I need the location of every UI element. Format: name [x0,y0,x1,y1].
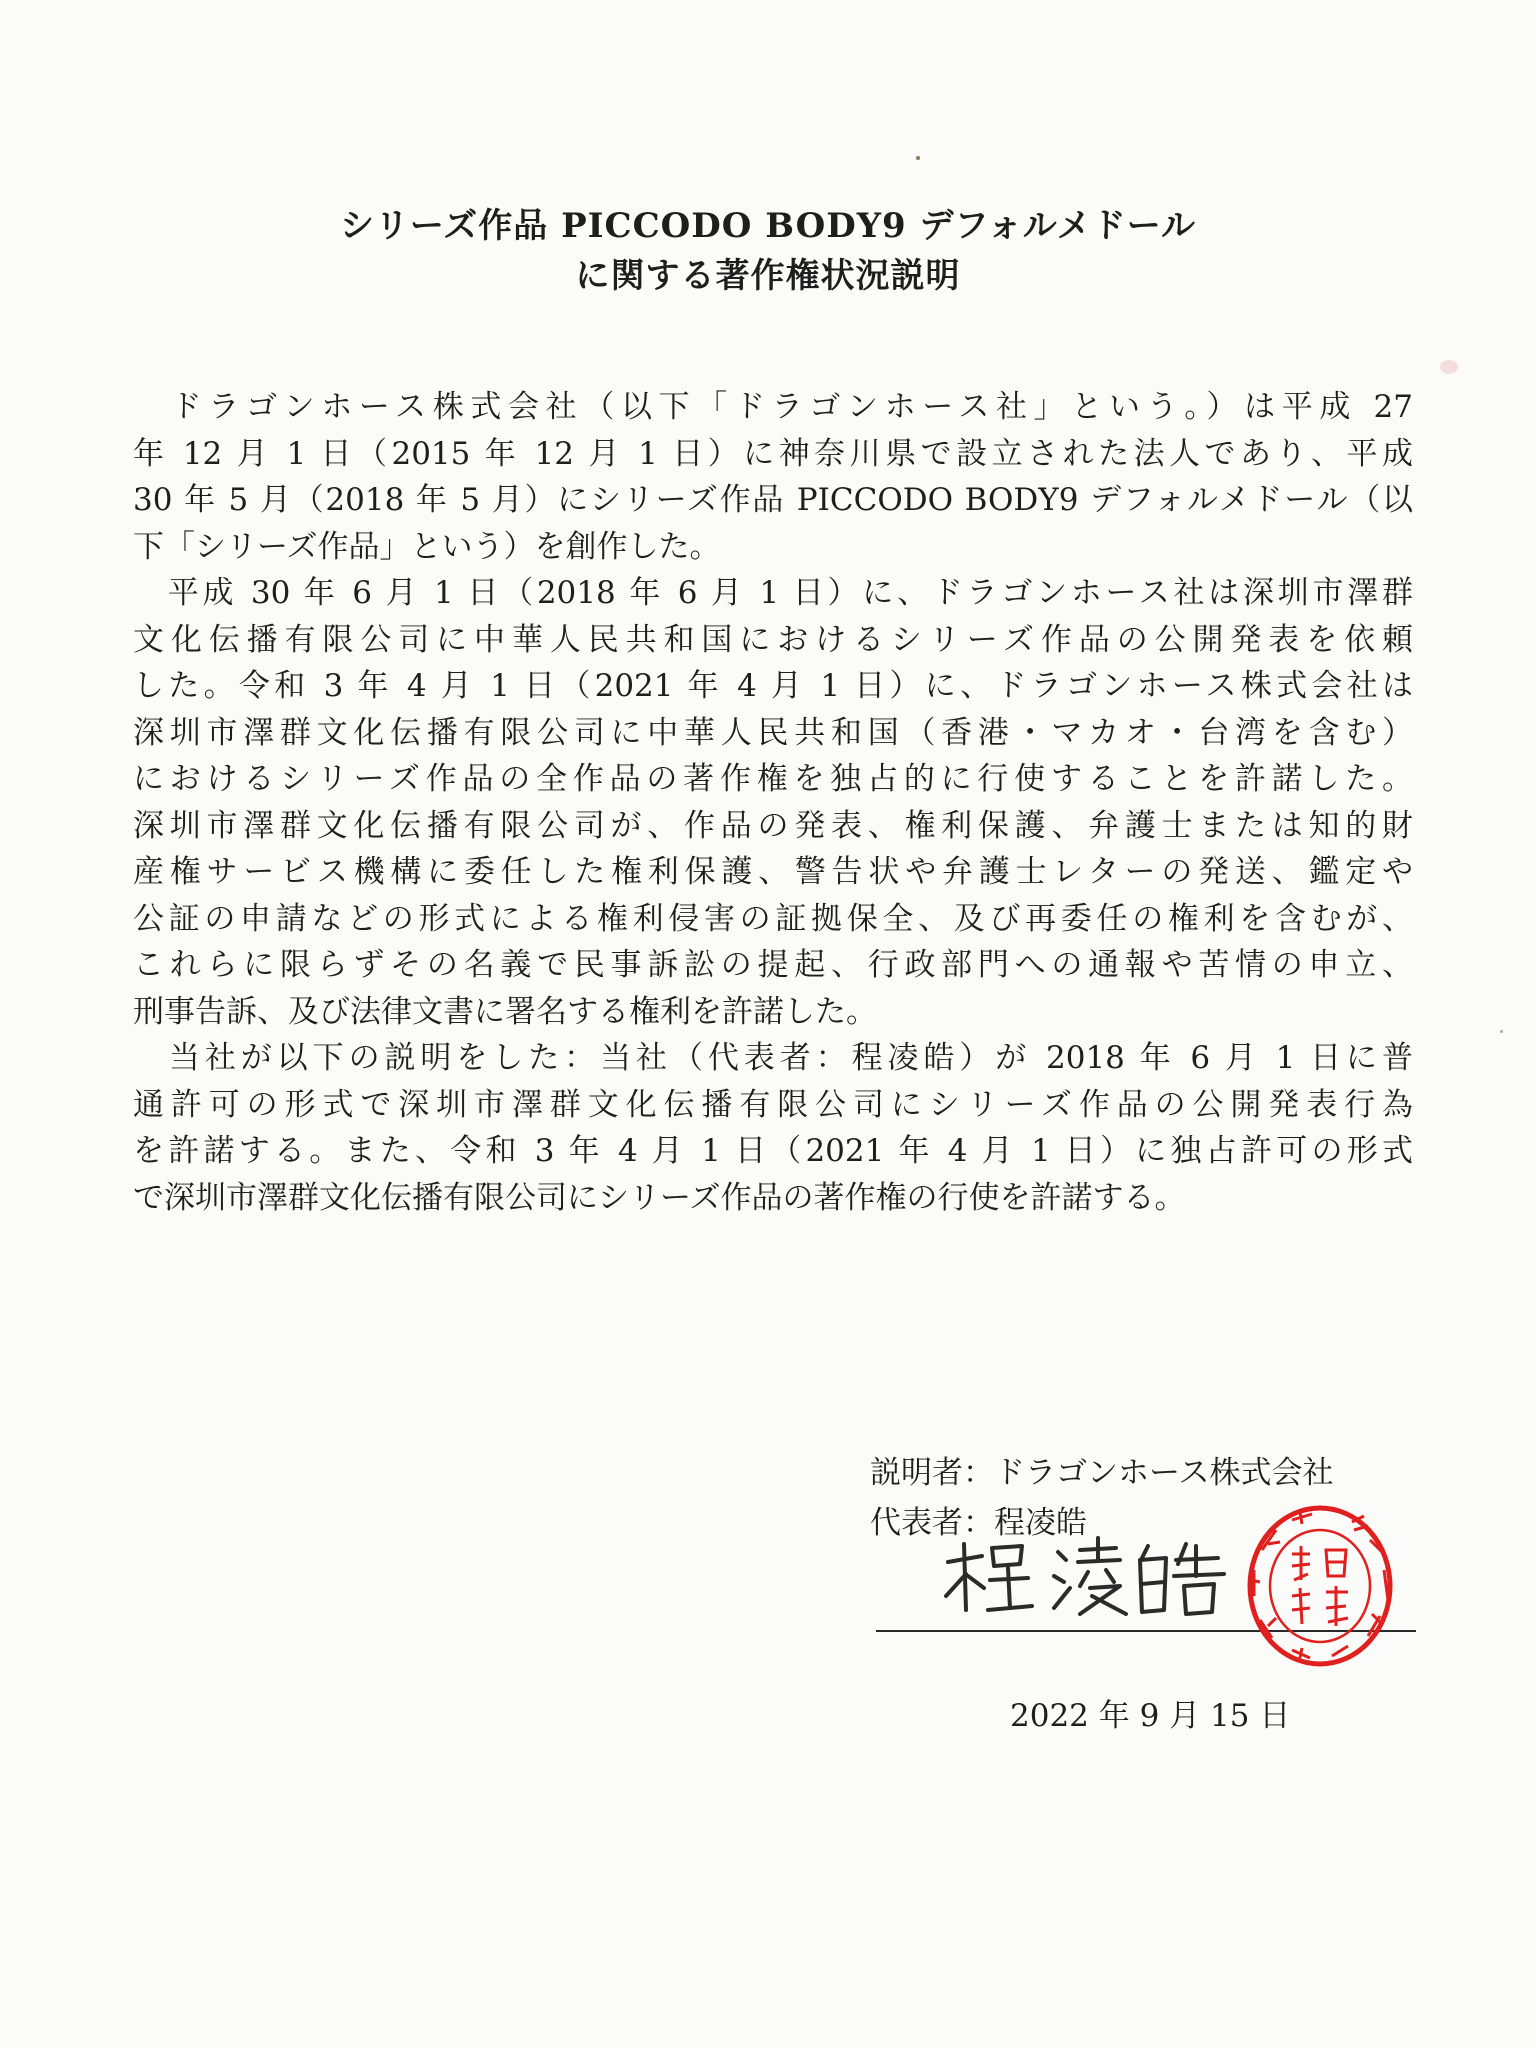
body-line: 平成 30 年 6 月 1 日（2018 年 6 月 1 日）に、ドラゴンホース社は深圳市澤群 [133,575,1413,611]
body-line: 下「シリーズ作品」という）を創作した。 [133,528,721,565]
body-line: 深圳市澤群文化伝播有限公司が、作品の発表、権利保護、弁護士または知的財 [133,807,1413,844]
body-line: 30 年 5 月（2018 年 5 月）にシリーズ作品 PICCODO BODY9 デフォルメドール（以 [133,482,1413,518]
representative-line: 代表者：程凌皓 [870,1505,1087,1541]
body-line: 深圳市澤群文化伝播有限公司に中華人民共和国（香港・マカオ・台湾を含む） [133,714,1413,751]
body-line: 公証の申請などの形式による権利侵害の証拠保全、及び再委任の権利を含むが、 [133,900,1413,937]
document-title-line-1: シリーズ作品 PICCODO BODY9 デフォルメドール [339,206,1197,246]
paper-speck [1500,1030,1503,1033]
body-line: これらに限らずその名義で民事訴訟の提起、行政部門への通報や苦情の申立、 [133,947,1413,983]
body-line: 通許可の形式で深圳市澤群文化伝播有限公司にシリーズ作品の公開発表行為 [133,1086,1413,1123]
body-line: 文化伝播有限公司に中華人民共和国におけるシリーズ作品の公開発表を依頼 [133,621,1413,658]
body-line: ドラゴンホース株式会社（以下「ドラゴンホース社」という。）は平成 27 [133,389,1413,425]
document-date: 2022 年 9 月 15 日 [1010,1698,1291,1734]
body-line: 産権サービス機構に委任した権利保護、警告状や弁護士レターの発送、鑑定や [133,854,1413,890]
paper-speck [1440,360,1458,374]
document-body [133,384,1413,1221]
body-line: 刑事告訴、及び法律文書に署名する権利を許諾した。 [133,993,877,1030]
body-line: で深圳市澤群文化伝播有限公司にシリーズ作品の著作権の行使を許諾する。 [133,1179,1186,1216]
company-seal [1240,1500,1400,1670]
document-title-line-2: に関する著作権状況説明 [575,256,961,296]
body-line: を許諾する。また、令和 3 年 4 月 1 日（2021 年 4 月 1 日）に独占許可の形式 [133,1133,1413,1169]
body-line: した。令和 3 年 4 月 1 日（2021 年 4 月 1 日）に、ドラゴンホース株式会社は [133,668,1413,704]
declarant-line: 説明者：ドラゴンホース株式会社 [870,1455,1334,1491]
body-line: 年 12 月 1 日（2015 年 12 月 1 日）に神奈川県で設立された法人であり、平成 [133,435,1413,472]
body-line: におけるシリーズ作品の全作品の著作権を独占的に行使することを許諾した。 [133,761,1413,797]
body-line: 当社が以下の説明をした：当社（代表者：程凌皓）が 2018 年 6 月 1 日に普 [133,1040,1413,1076]
paper-speck [916,156,920,160]
handwritten-signature [930,1530,1250,1620]
